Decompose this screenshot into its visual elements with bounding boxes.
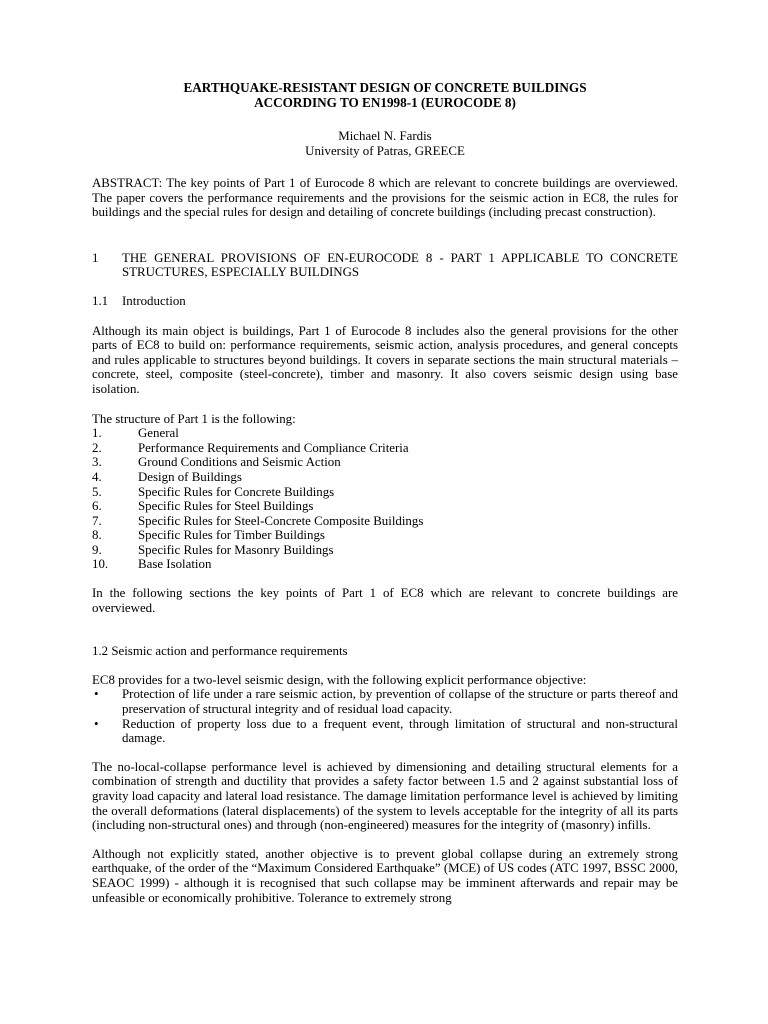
section-1-1-heading xyxy=(92,294,678,309)
list-item-label: Specific Rules for Concrete Buildings xyxy=(138,484,335,499)
list-item xyxy=(92,426,678,441)
list-item xyxy=(92,557,678,572)
global-collapse-paragraph: Although not explicitly stated, another objective is to prevent global collapse during an extremely strong earthquake, of the order of the “Maximum Considered Earthquake” (MCE) of US codes (ATC 1997, BSSC 2000, SEAOC 1999) - although it is recognised that such collapse may be imminent afterwards and repair may be unfeasible or economically prohibitive. Tolerance to extremely strong xyxy=(92,846,678,905)
list-item-number: 4. xyxy=(92,469,102,484)
list-item xyxy=(92,528,678,543)
list-item-label: Specific Rules for Timber Buildings xyxy=(138,528,325,543)
list-item-number: 6. xyxy=(92,499,102,514)
author-affiliation: University of Patras, GREECE xyxy=(305,144,465,158)
bullet-text: Protection of life under a rare seismic action, by prevention of collapse of the structure or parts thereof and preservation of structural integrity and of residual load capacity. xyxy=(122,687,678,717)
section-1-1-number: 1.1 xyxy=(92,293,109,308)
following-paragraph: In the following sections the key points of Part 1 of EC8 which are relevant to concrete buildings are overviewed. xyxy=(92,586,678,615)
list-item xyxy=(92,717,678,746)
list-item-label: General xyxy=(138,426,179,441)
list-item-label: Performance Requirements and Compliance Criteria xyxy=(138,440,409,455)
section-1-1-title: Introduction xyxy=(122,293,186,308)
list-item xyxy=(92,470,678,485)
list-item-number: 7. xyxy=(92,513,102,528)
list-item-number: 3. xyxy=(92,455,102,470)
list-item-label: Specific Rules for Masonry Buildings xyxy=(138,542,334,557)
document-page xyxy=(92,80,678,905)
list-item xyxy=(92,485,678,500)
list-item-label: Specific Rules for Steel-Concrete Composite Buildings xyxy=(138,513,424,528)
section-1-title: THE GENERAL PROVISIONS OF EN-EUROCODE 8 - PART 1 APPLICABLE TO CONCRETE STRUCTURES, ESPECIALLY BUILDINGS xyxy=(122,250,678,280)
list-item-label: Specific Rules for Steel Buildings xyxy=(138,499,314,514)
list-item-number: 10. xyxy=(92,557,109,572)
section-1-heading xyxy=(92,251,678,280)
list-item-number: 5. xyxy=(92,484,102,499)
list-item xyxy=(92,514,678,529)
list-item-number: 9. xyxy=(92,542,102,557)
list-item-number: 1. xyxy=(92,426,102,441)
bullet-text: Reduction of property loss due to a frequent event, through limitation of structural and non-structural damage. xyxy=(122,716,678,746)
paper-title-line-2: ACCORDING TO EN1998-1 (EUROCODE 8) xyxy=(254,95,516,110)
section-1-number: 1 xyxy=(92,250,99,265)
no-local-collapse-paragraph: The no-local-collapse performance level is achieved by dimensioning and detailing structural elements for a combination of strength and ductility that provides a safety factor between 1.5 and 2 against substantial loss of gravity load capacity and lateral load resistance. The damage limitation performance level is achieved by limiting the overall deformations (lateral displacements) of the system to levels acceptable for the integrity of all its parts (including non-structural ones) and through (non-engineered) measures for the integrity of (masonry) infills. xyxy=(92,759,678,833)
list-item xyxy=(92,687,678,716)
list-item xyxy=(92,455,678,470)
bullet-icon: • xyxy=(94,716,99,731)
section-1-2-heading: 1.2 Seismic action and performance requirements xyxy=(92,644,348,659)
parts-list xyxy=(92,426,678,572)
performance-bullets xyxy=(92,687,678,745)
list-item xyxy=(92,441,678,456)
list-item-number: 2. xyxy=(92,440,102,455)
list-item-number: 8. xyxy=(92,528,102,543)
list-item-label: Design of Buildings xyxy=(138,469,242,484)
list-item xyxy=(92,543,678,558)
list-item-label: Base Isolation xyxy=(138,557,212,572)
list-item xyxy=(92,499,678,514)
paper-title-line-1: EARTHQUAKE-RESISTANT DESIGN OF CONCRETE BUILDINGS xyxy=(183,80,587,95)
intro-paragraph: Although its main object is buildings, Part 1 of Eurocode 8 includes also the general provisions for the other parts of EC8 to build on: performance requirements, seismic action, analysis procedures, and general concepts and rules applicable to structures beyond buildings. It covers in separate sections the main structural materials – concrete, steel, composite (steel-concrete), timber and masonry. It also covers seismic design using base isolation. xyxy=(92,323,678,396)
performance-objective-intro: EC8 provides for a two-level seismic design, with the following explicit performance objective: xyxy=(92,672,587,687)
structure-intro: The structure of Part 1 is the following: xyxy=(92,411,296,426)
list-item-label: Ground Conditions and Seismic Action xyxy=(138,455,341,470)
author-name: Michael N. Fardis xyxy=(338,129,432,143)
author-block xyxy=(92,129,678,159)
bullet-icon: • xyxy=(94,687,99,702)
abstract: ABSTRACT: The key points of Part 1 of Eurocode 8 which are relevant to concrete buildings are overviewed. The paper covers the performance requirements and the provisions for the seismic action in EC8, the rules for buildings and the special rules for design and detailing of concrete buildings (including precast construction). xyxy=(92,176,678,220)
